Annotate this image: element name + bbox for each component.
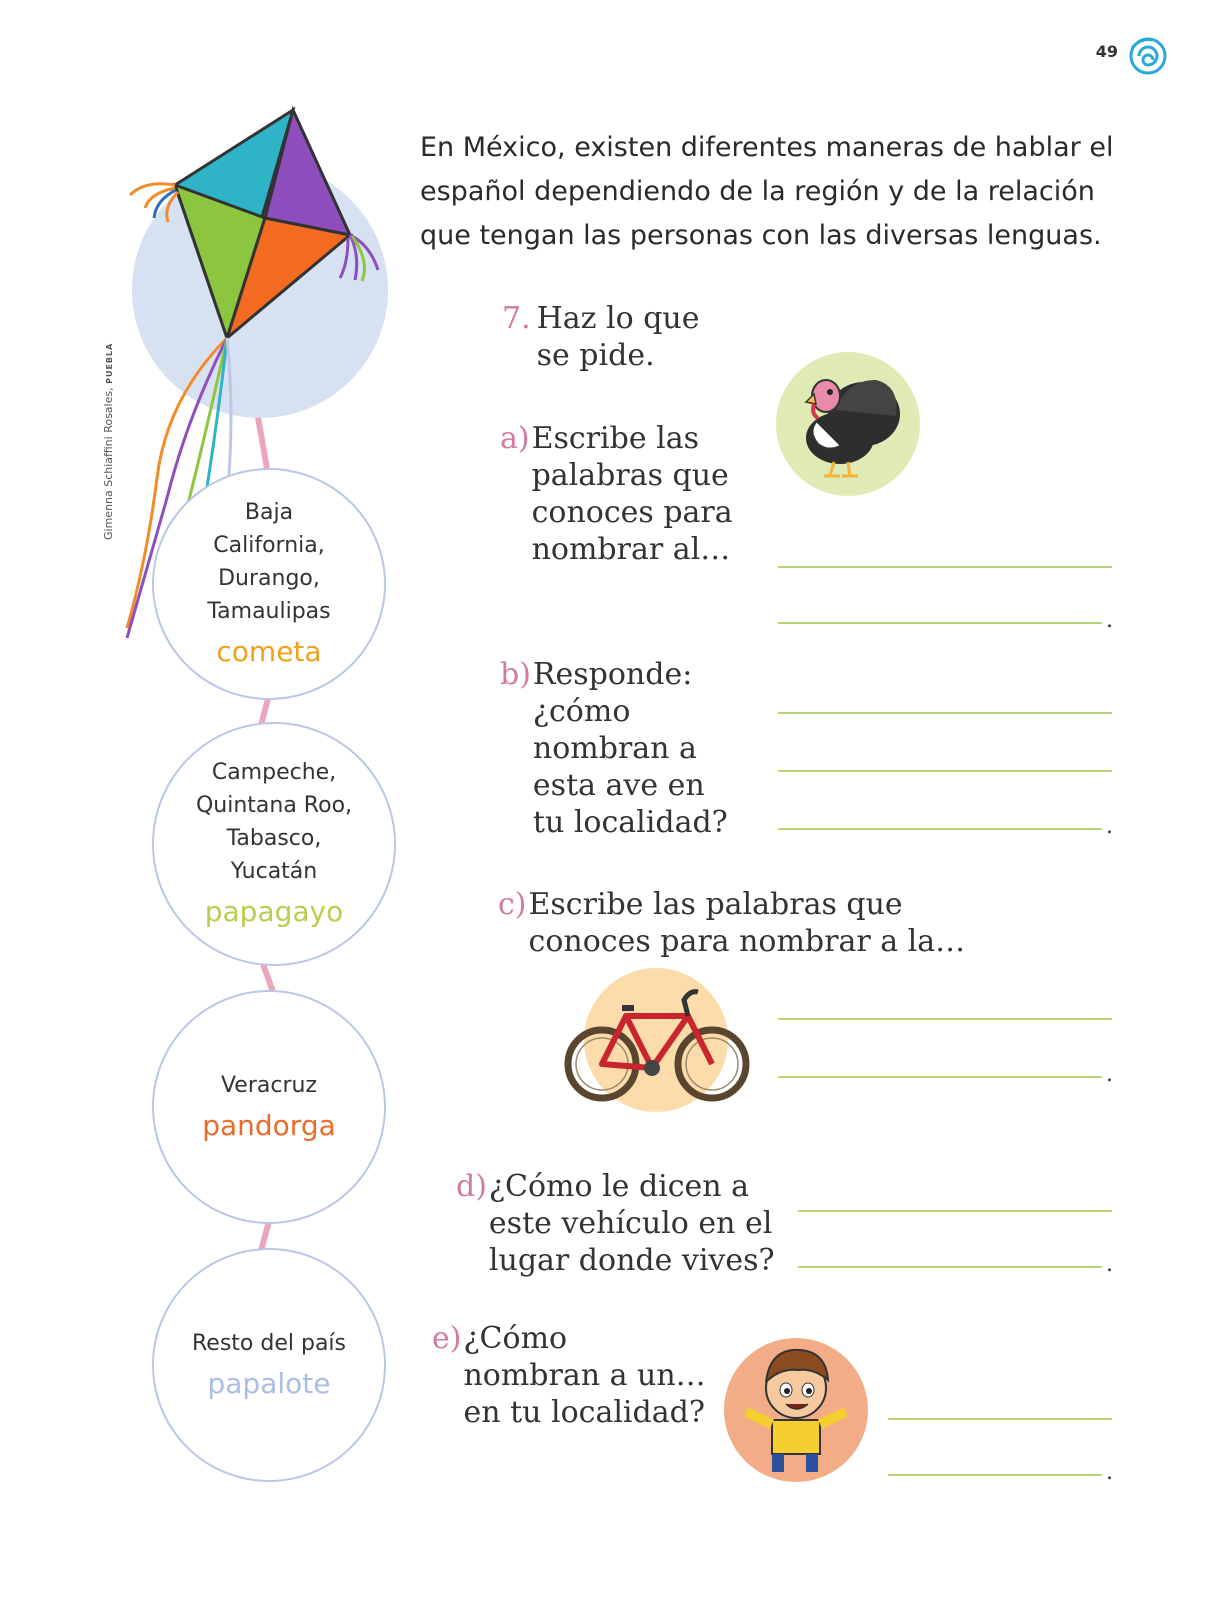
- intro-paragraph: En México, existen diferentes maneras de hablar el español dependiendo de la región y de la relación que tengan las personas con las diversas lenguas.: [420, 132, 1114, 251]
- answer-line[interactable]: [778, 566, 1112, 568]
- question-line: nombran a un…: [463, 1358, 706, 1393]
- question-line: Escribe las palabras que: [528, 887, 903, 922]
- question-label: a): [500, 421, 530, 456]
- question-line: nombran a: [532, 731, 697, 766]
- question-line: lugar donde vives?: [488, 1243, 775, 1278]
- region-place: Campeche,: [211, 760, 337, 785]
- page-number: 49: [1095, 42, 1118, 61]
- period: .: [1106, 608, 1113, 633]
- boy-illustration: [722, 1336, 870, 1484]
- region-circle: [152, 468, 386, 700]
- region-place: Baja: [244, 500, 294, 525]
- answer-line[interactable]: [778, 712, 1112, 714]
- spiral-logo-icon: [1128, 36, 1168, 76]
- region-place: Tamaulipas: [207, 599, 331, 624]
- question-c: [498, 886, 965, 960]
- question-b: [500, 656, 728, 841]
- region-word: papagayo: [204, 895, 344, 928]
- region-circle: [152, 990, 386, 1224]
- period: .: [1106, 1062, 1113, 1087]
- turkey-illustration: [776, 352, 920, 496]
- period: .: [1106, 814, 1113, 839]
- region-circle: [152, 1248, 386, 1482]
- region-place: California,: [213, 533, 325, 558]
- region-word: cometa: [216, 635, 322, 668]
- question-label: b): [500, 657, 531, 692]
- question-line: ¿cómo: [532, 694, 631, 729]
- question-line: Responde:: [532, 657, 693, 692]
- question-d: [456, 1168, 775, 1279]
- question-label: e): [432, 1321, 462, 1356]
- answer-line[interactable]: [798, 1210, 1112, 1212]
- region-place: Quintana Roo,: [195, 793, 353, 818]
- period: .: [1106, 1252, 1113, 1277]
- question-label: c): [498, 887, 527, 922]
- bicycle-illustration: [564, 968, 750, 1114]
- question-e: [432, 1320, 706, 1431]
- region-word: papalote: [207, 1366, 331, 1400]
- activity-number: 7.: [502, 301, 531, 336]
- question-line: en tu localidad?: [463, 1395, 705, 1430]
- region-place: Yucatán: [230, 859, 318, 884]
- question-line: conoces para nombrar a la…: [528, 924, 966, 959]
- question-line: ¿Cómo le dicen a: [488, 1169, 750, 1204]
- region-place: Durango,: [218, 566, 320, 591]
- question-line: conoces para: [531, 495, 733, 530]
- answer-line[interactable]: [798, 1266, 1102, 1268]
- question-line: palabras que: [531, 458, 729, 493]
- question-line: este vehículo en el: [488, 1206, 773, 1241]
- activity-title: [502, 300, 700, 374]
- period: .: [1106, 1460, 1113, 1485]
- region-word: pandorga: [202, 1108, 336, 1142]
- question-line: ¿Cómo: [463, 1321, 568, 1356]
- activity-title-line: se pide.: [536, 338, 655, 373]
- region-place: Tabasco,: [226, 826, 322, 851]
- answer-line[interactable]: [778, 622, 1102, 624]
- answer-line[interactable]: [778, 1018, 1112, 1020]
- question-a: [500, 420, 733, 568]
- activity-title-line: Haz lo que: [536, 301, 700, 336]
- answer-line[interactable]: [778, 1076, 1102, 1078]
- answer-line[interactable]: [888, 1474, 1102, 1476]
- answer-line[interactable]: [778, 770, 1112, 772]
- credit-author: Gimenna Schiaffini Rosales,: [102, 387, 115, 540]
- question-label: d): [456, 1169, 487, 1204]
- region-place: Veracruz: [220, 1072, 318, 1098]
- region-circle: [152, 722, 396, 966]
- question-line: Escribe las: [531, 421, 699, 456]
- answer-line[interactable]: [888, 1418, 1112, 1420]
- region-place: Resto del país: [192, 1330, 346, 1356]
- question-line: tu localidad?: [532, 805, 728, 840]
- credit-state: PUEBLA: [105, 342, 114, 384]
- question-line: esta ave en: [532, 768, 705, 803]
- answer-line[interactable]: [778, 828, 1102, 830]
- question-line: nombrar al…: [531, 532, 731, 567]
